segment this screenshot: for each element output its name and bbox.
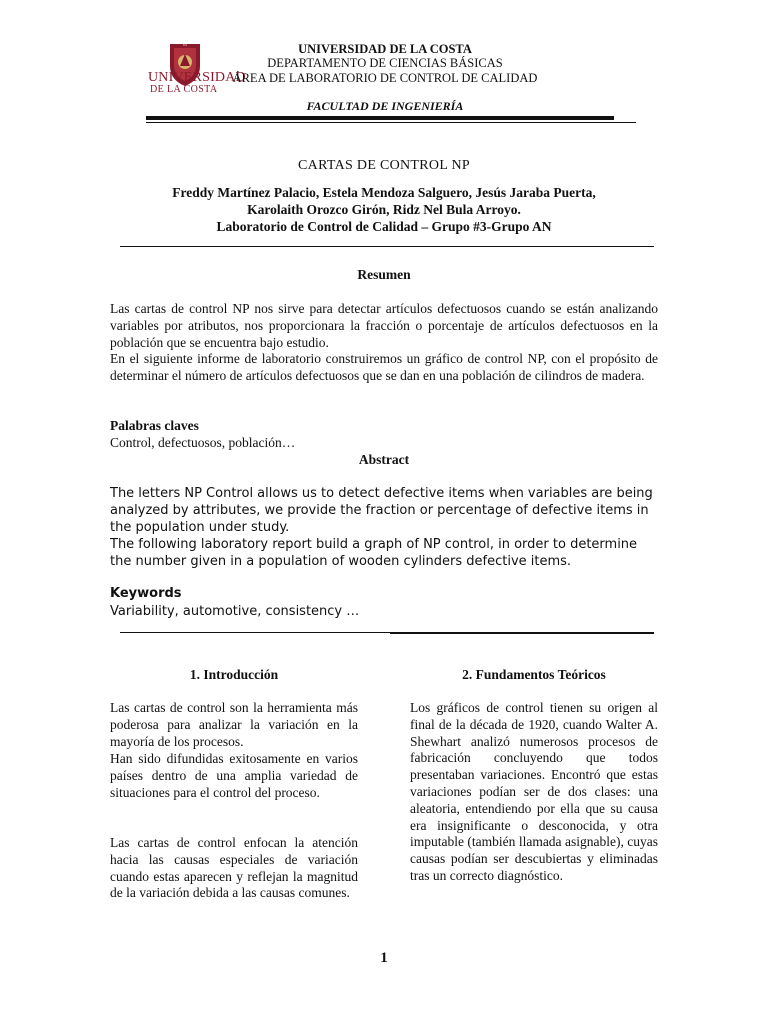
keywords-heading: Keywords [110, 586, 182, 601]
authors-rule [120, 246, 654, 247]
header-rule-thick [146, 116, 614, 120]
palabras-claves-heading: Palabras claves [110, 418, 199, 433]
logo-subtitle: DE LA COSTA [150, 84, 218, 95]
authors-line-1: Freddy Martínez Palacio, Estela Mendoza Salguero, Jesús Jaraba Puerta, [172, 185, 596, 200]
resumen-paragraph-1: Las cartas de control NP nos sirve para detectar artículos defectuosos cuando se están analizando variables por atributos, nos proporcionara la fracción o porcentaje de artículos defectuosos en la población que se encuentra bajo estudio. [110, 301, 658, 350]
author-block [110, 184, 658, 235]
resumen-paragraph-2: En el siguiente informe de laboratorio construiremos un gráfico de control NP, con el propósito de determinar el número de artículos defectuosos que se dan en una población de cilindros de madera. [110, 351, 658, 383]
introduccion-paragraph-3: Las cartas de control enfocan la atención hacia las causas especiales de variación cuando estas aparecen y reflejan la magnitud de la variación debida a las causas comunes. [110, 835, 358, 901]
introduccion-paragraph-2: Han sido difundidas exitosamente en varios países dentro de una amplia variedad de situaciones para el control del proceso. [110, 751, 358, 800]
introduccion-paragraph-1: Las cartas de control son la herramienta más poderosa para analizar la variación en la mayoría de los procesos. [110, 700, 358, 749]
header-rule-thin [146, 122, 636, 123]
abstract-rule-thick-segment [390, 632, 654, 634]
fundamentos-heading: 2. Fundamentos Teóricos [462, 667, 606, 682]
introduccion-heading: 1. Introducción [189, 667, 279, 682]
fundamentos-paragraph-1: Los gráficos de control tienen su origen al final de la década de 1920, cuando Walter A. Shewhart analizó numerosos procesos de fabricación concluyendo que todos presentaban variaciones. Encontró que estas variaciones podían ser de dos clases: una aleatoria, entendiendo por ella que su causa era insignificante o desconocida, y otra imputable (también llamada asignable), cuyas causas podían ser descubiertas y eliminadas tras un correcto diagnóstico. [410, 700, 658, 883]
abstract-heading: Abstract [358, 452, 410, 467]
page-number: 1 [380, 950, 388, 966]
area-name: ÁREA DE LABORATORIO DE CONTROL DE CALIDAD [232, 71, 538, 85]
svg-text:US: US [183, 43, 187, 47]
document-title: CARTAS DE CONTROL NP [298, 158, 470, 173]
resumen-heading: Resumen [357, 267, 411, 282]
logo-wordmark: UNIVERSIDAD [148, 70, 246, 85]
university-name: UNIVERSIDAD DE LA COSTA [298, 42, 472, 56]
palabras-claves-text: Control, defectuosos, población… [110, 435, 296, 450]
keywords-text: Variability, automotive, consistency … [110, 604, 360, 619]
authors-line-2: Karolaith Orozco Girón, Ridz Nel Bula Arroyo. [247, 202, 521, 217]
department-name: DEPARTAMENTO DE CIENCIAS BÁSICAS [267, 56, 503, 70]
abstract-paragraph-1: The letters NP Control allows us to detect defective items when variables are being analyzed by attributes, we provide the fraction or percentage of defective items in the population under study. [110, 486, 653, 535]
authors-line-3: Laboratorio de Control de Calidad – Grupo #3-Grupo AN [216, 219, 552, 234]
faculty-name: FACULTAD DE INGENIERÍA [306, 99, 464, 113]
abstract-paragraph-2: The following laboratory report build a graph of NP control, in order to determine the number given in a population of wooden cylinders defective items. [110, 537, 638, 569]
